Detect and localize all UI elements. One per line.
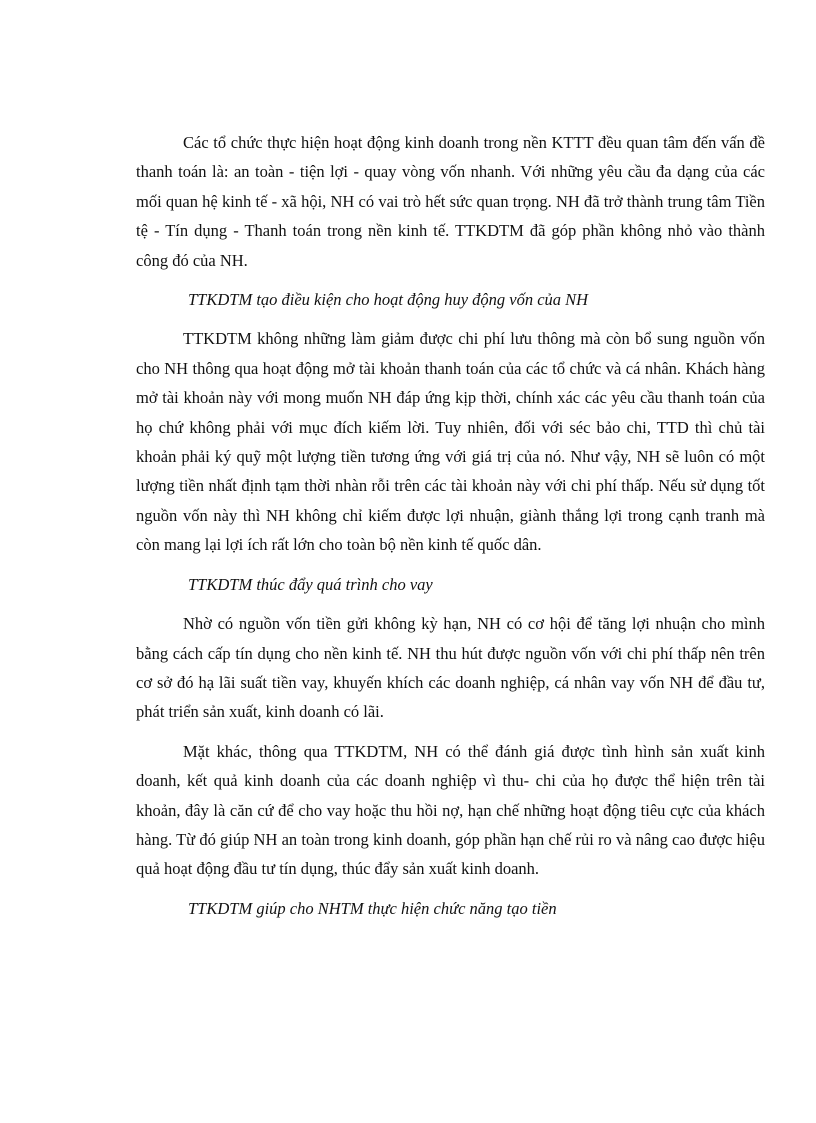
heading-money-creation: TTKDTM giúp cho NHTM thực hiện chức năng tạo tiền xyxy=(188,898,557,918)
paragraph-capital-mobilization: TTKDTM không những làm giảm được chi phí lưu thông mà còn bổ sung nguồn vốn cho NH thông qua hoạt động mở tài khoản thanh toán của các tổ chức và cá nhân. Khách hàng mở tài khoản này với mong muốn NH đáp ứng kịp thời, chính xác các yêu cầu thanh toán của họ chứ không phải với mục đích kiếm lời. Tuy nhiên, đối với séc bảo chi, TTD thì chủ tài khoản phải ký quỹ một lượng tiền tương ứng với giá trị của nó. Như vậy, NH sẽ luôn có một lượng tiền nhất định tạm thời nhàn rỗi trên các tài khoản này với chi phí thấp. Nếu sử dụng tốt nguồn vốn này thì NH không chỉ kiếm được lợi nhuận, giành thắng lợi trong cạnh tranh mà còn mang lại lợi ích rất lớn cho toàn bộ nền kinh tế quốc dân. xyxy=(136,329,765,555)
paragraph-lending-assessment: Mặt khác, thông qua TTKDTM, NH có thể đánh giá được tình hình sản xuất kinh doanh, kết quả kinh doanh của các doanh nghiệp vì thu- chi của họ được thể hiện trên tài khoản, đây là căn cứ để cho vay hoặc thu hồi nợ, hạn chế những hoạt động tiêu cực của khách hàng. Từ đó giúp NH an toàn trong kinh doanh, góp phần hạn chế rủi ro và nâng cao được hiệu quả hoạt động đầu tư tín dụng, thúc đẩy sản xuất kinh doanh. xyxy=(136,741,765,879)
heading-capital-mobilization: TTKDTM tạo điều kiện cho hoạt động huy động vốn của NH xyxy=(188,290,589,310)
paragraph-lending-deposits: Nhờ có nguồn vốn tiền gửi không kỳ hạn, NH có cơ hội để tăng lợi nhuận cho mình bằng cách cấp tín dụng cho nền kinh tế. NH thu hút được nguồn vốn với chi phí thấp nên trên cơ sở đó hạ lãi suất tiền vay, khuyến khích các doanh nghiệp, cá nhân vay vốn NH để đầu tư, phát triển sản xuất, kinh doanh có lãi. xyxy=(136,614,765,722)
heading-lending-promotion: TTKDTM thúc đẩy quá trình cho vay xyxy=(188,574,433,594)
paragraph-payment-concerns: Các tổ chức thực hiện hoạt động kinh doanh trong nền KTTT đều quan tâm đến vấn đề thanh toán là: an toàn - tiện lợi - quay vòng vốn nhanh. Với những yêu cầu đa dạng của các mối quan hệ kinh tế - xã hội, NH có vai trò hết sức quan trọng. NH đã trở thành trung tâm Tiền tệ - Tín dụng - Thanh toán trong nền kinh tế. TTKDTM đã góp phần không nhỏ vào thành công đó của NH. xyxy=(136,133,765,270)
document-page xyxy=(136,128,765,933)
